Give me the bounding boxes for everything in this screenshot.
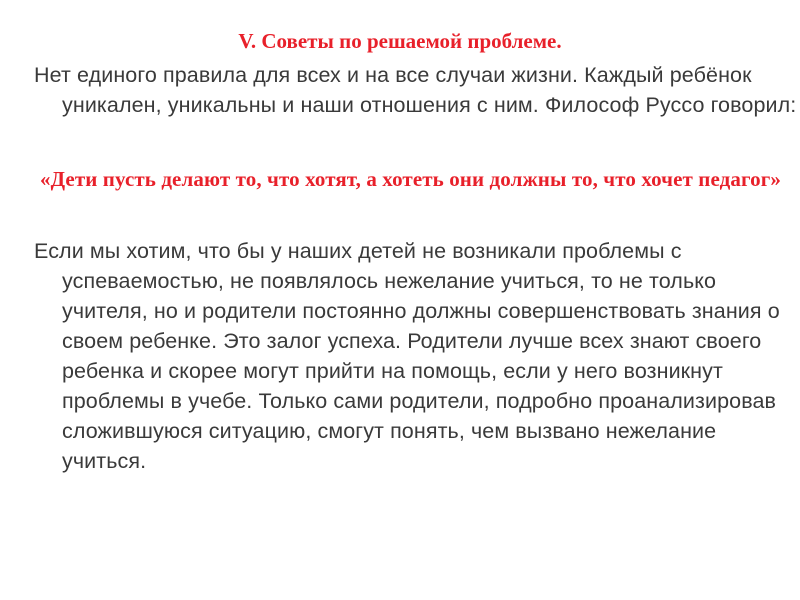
main-paragraph: Если мы хотим, что бы у наших детей не возникали проблемы с успеваемостью, не появлялось нежелание учиться, то не только учителя, но и родители постоянно должны совершенствовать знания о своем ребенке. Это залог успеха. Родители лучше всех знают своего ребенка и скорее могут прийти на помощь, если у него возникнут проблемы в учебе. Только сами родители, подробно проанализировав сложившуюся ситуацию, смогут понять, чем вызвано нежелание учиться. [34, 239, 780, 473]
rousseau-quote: «Дети пусть делают то, что хотят, а хотеть они должны то, что хочет педагог» [40, 167, 781, 191]
intro-paragraph: Нет единого правила для всех и на все случаи жизни. Каждый ребёнок уникален, уникальны и наши отношения с ним. Философ Руссо говорил: [34, 63, 797, 117]
slide-title: V. Советы по решаемой проблеме. [238, 29, 562, 53]
